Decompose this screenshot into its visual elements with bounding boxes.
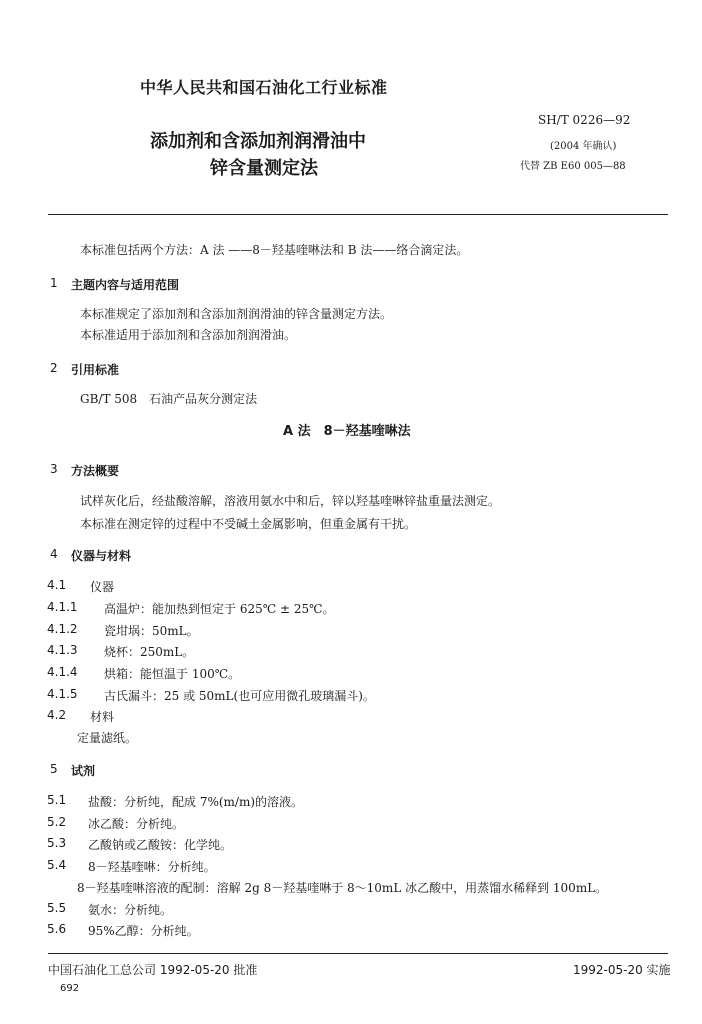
- clause-text: 乙酸钠或乙酸铵：化学纯。: [88, 838, 233, 852]
- clause-text: 盐酸：分析纯，配成 7%(m/m)的溶液。: [88, 795, 304, 809]
- section-2-title: 引用标准: [71, 363, 120, 377]
- page-number: 692: [60, 983, 80, 994]
- clause-text: 烘箱：能恒温于 100℃。: [104, 667, 241, 681]
- clause-text: 瓷坩埚：50mL。: [104, 624, 199, 638]
- clause-text: 高温炉：能加热到恒定于 625℃ ± 25℃。: [104, 602, 335, 616]
- clause-number: 4.1.4: [47, 665, 78, 679]
- clause-number: 4.1.3: [47, 643, 78, 657]
- section-5-title: 试剂: [71, 764, 96, 778]
- clause-number: 4.2: [47, 708, 67, 722]
- clause-text: 8－羟基喹啉：分析纯。: [88, 860, 216, 874]
- section-4-title: 仪器与材料: [71, 549, 132, 563]
- clause-text: 仪器: [90, 580, 115, 594]
- title-line-1: 添加剂和含添加剂润滑油中: [150, 131, 366, 152]
- footer-rule: [48, 953, 668, 954]
- section-1-number: 1: [50, 276, 58, 290]
- clause-number: 5.6: [47, 922, 67, 936]
- replaces-note: 代替 ZB E60 005—88: [520, 161, 626, 172]
- clause-text: 烧杯：250mL。: [104, 645, 195, 659]
- clause-text: 氨水：分析纯。: [88, 903, 173, 917]
- method-a-heading: A 法 8－羟基喹啉法: [283, 424, 411, 439]
- effective-date: 1992-05-20 实施: [573, 963, 671, 977]
- section-3-title: 方法概要: [71, 464, 120, 478]
- section-1-para-2: 本标准适用于添加剂和含添加剂润滑油。: [80, 328, 297, 342]
- clause-text: 冰乙酸：分析纯。: [88, 817, 185, 831]
- section-4-number: 4: [50, 547, 58, 561]
- section-3-para-2: 本标准在测定锌的过程中不受碱土金属影响，但重金属有干扰。: [80, 517, 417, 531]
- clause-text: 材料: [90, 710, 115, 724]
- clause-number: 4.1.5: [47, 687, 78, 701]
- intro-paragraph: 本标准包括两个方法：A 法 ——8－羟基喹啉法和 B 法——络合滴定法。: [80, 243, 469, 257]
- clause-number: 4.1: [47, 578, 67, 592]
- clause-number: 5.4: [47, 858, 67, 872]
- issuing-org: 中华人民共和国石油化工行业标准: [140, 78, 388, 97]
- clause-number: 5.2: [47, 815, 67, 829]
- materials-filter-paper: 定量滤纸。: [77, 731, 138, 745]
- section-3-number: 3: [50, 462, 58, 476]
- confirmation-note: (2004 年确认): [550, 141, 617, 152]
- clause-number: 5.3: [47, 836, 67, 850]
- clause-number: 5.1: [47, 793, 67, 807]
- reagent-preparation-note: 8－羟基喹啉溶液的配制：溶解 2g 8－羟基喹啉于 8～10mL 冰乙酸中，用蒸馏水稀释到 100mL。: [77, 881, 608, 895]
- header-rule: [48, 214, 668, 215]
- approval-line: 中国石油化工总公司 1992-05-20 批准: [48, 963, 258, 977]
- section-2-para-1: GB/T 508 石油产品灰分测定法: [80, 392, 258, 406]
- section-1-para-1: 本标准规定了添加剂和含添加剂润滑油的锌含量测定方法。: [80, 307, 393, 321]
- clause-text: 95%乙醇：分析纯。: [88, 924, 199, 938]
- section-1-title: 主题内容与适用范围: [71, 278, 180, 292]
- standard-number: SH/T 0226—92: [538, 113, 631, 127]
- section-3-para-1: 试样灰化后，经盐酸溶解，溶液用氨水中和后，锌以羟基喹啉锌盐重量法测定。: [80, 494, 501, 508]
- clause-text: 古氏漏斗：25 或 50mL(也可应用微孔玻璃漏斗)。: [104, 689, 375, 703]
- section-5-number: 5: [50, 762, 58, 776]
- section-2-number: 2: [50, 361, 58, 375]
- clause-number: 5.5: [47, 901, 67, 915]
- title-line-2: 锌含量测定法: [210, 158, 318, 179]
- clause-number: 4.1.1: [47, 600, 78, 614]
- clause-number: 4.1.2: [47, 622, 78, 636]
